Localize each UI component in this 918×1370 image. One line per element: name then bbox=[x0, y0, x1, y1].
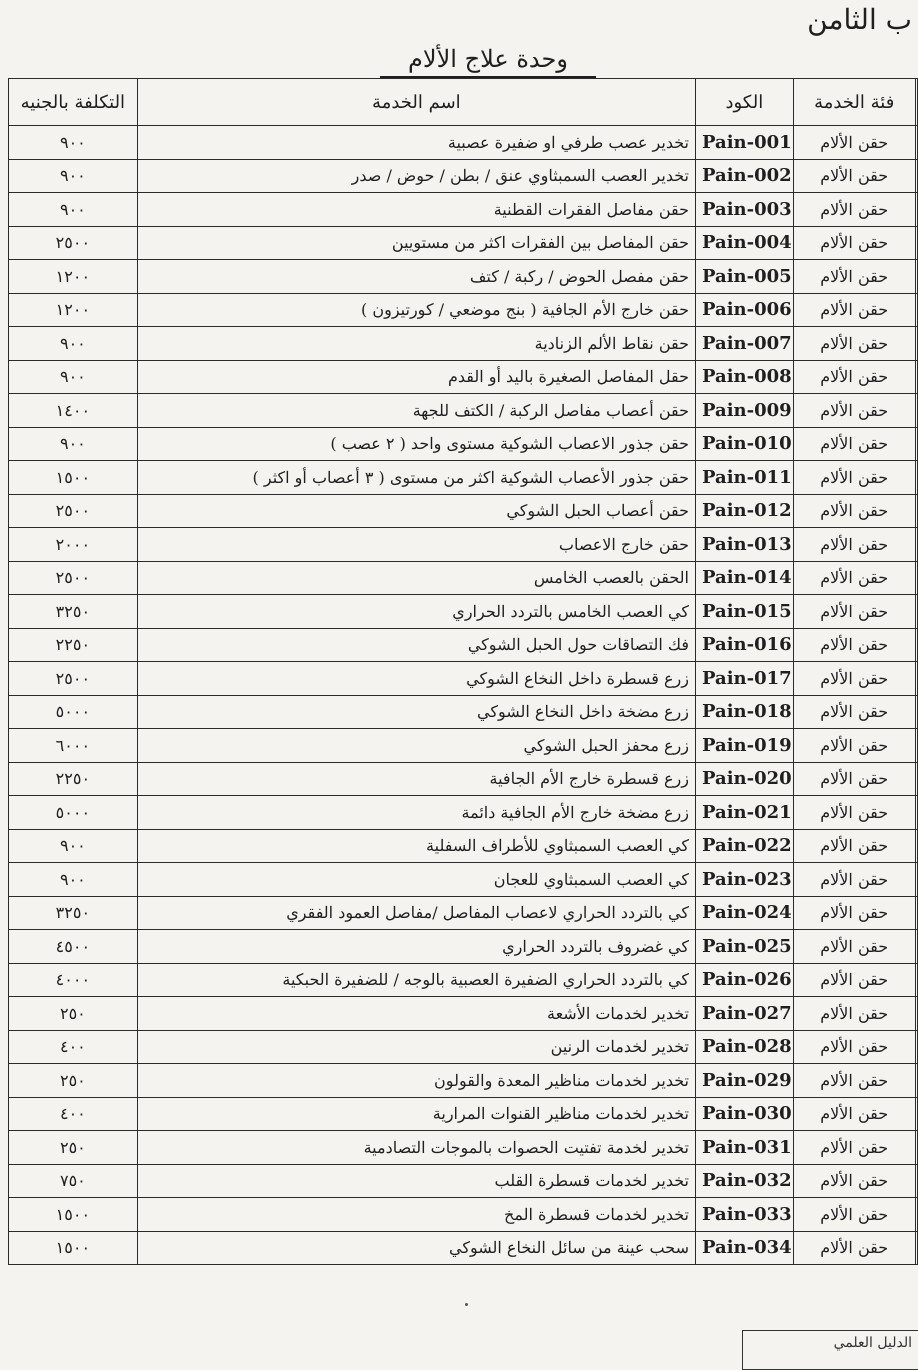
code-cell: Pain-017 bbox=[696, 662, 794, 696]
code-cell: Pain-029 bbox=[696, 1064, 794, 1098]
service-name-cell: زرع مضخة خارج الأم الجافية دائمة bbox=[137, 796, 695, 830]
service-name-cell: حقن جذور الاعصاب الشوكية مستوى واحد ( ٢ عصب ) bbox=[137, 427, 695, 461]
edge-cell bbox=[915, 360, 917, 394]
cost-cell: ٩٠٠ bbox=[9, 863, 138, 897]
edge-cell bbox=[915, 561, 917, 595]
code-cell: Pain-015 bbox=[696, 595, 794, 629]
cost-cell: ٤٠٠ bbox=[9, 1097, 138, 1131]
edge-cell bbox=[915, 293, 917, 327]
service-name-cell: حقن أعصاب الحبل الشوكي bbox=[137, 494, 695, 528]
cost-cell: ٢٥٠٠ bbox=[9, 561, 138, 595]
category-cell: حقن الألام bbox=[793, 1164, 915, 1198]
service-name-cell: كي بالتردد الحراري لاعصاب المفاصل /مفاصل العمود الفقري bbox=[137, 896, 695, 930]
cost-cell: ١٥٠٠ bbox=[9, 1198, 138, 1232]
code-cell: Pain-030 bbox=[696, 1097, 794, 1131]
header-category: فئة الخدمة bbox=[793, 79, 915, 126]
category-cell: حقن الألام bbox=[793, 427, 915, 461]
edge-cell bbox=[915, 595, 917, 629]
code-cell: Pain-003 bbox=[696, 193, 794, 227]
header-code: الكود bbox=[696, 79, 794, 126]
table-row bbox=[9, 126, 918, 160]
service-name-cell: زرع قسطرة خارج الأم الجافية bbox=[137, 762, 695, 796]
cost-cell: ٤٠٠ bbox=[9, 1030, 138, 1064]
table-row bbox=[9, 863, 918, 897]
cost-cell: ٩٠٠ bbox=[9, 427, 138, 461]
service-name-cell: تخدير العصب السمبثاوي عنق / بطن / حوض / صدر bbox=[137, 159, 695, 193]
code-cell: Pain-020 bbox=[696, 762, 794, 796]
edge-cell bbox=[915, 394, 917, 428]
table-row bbox=[9, 528, 918, 562]
cost-cell: ٧٥٠ bbox=[9, 1164, 138, 1198]
service-name-cell: تخدير لخدمات مناظير القنوات المرارية bbox=[137, 1097, 695, 1131]
code-cell: Pain-031 bbox=[696, 1131, 794, 1165]
category-cell: حقن الألام bbox=[793, 896, 915, 930]
code-cell: Pain-024 bbox=[696, 896, 794, 930]
category-cell: حقن الألام bbox=[793, 528, 915, 562]
category-cell: حقن الألام bbox=[793, 963, 915, 997]
table-row bbox=[9, 461, 918, 495]
table-row bbox=[9, 1231, 918, 1265]
code-cell: Pain-019 bbox=[696, 729, 794, 763]
code-cell: Pain-034 bbox=[696, 1231, 794, 1265]
cost-cell: ٤٥٠٠ bbox=[9, 930, 138, 964]
service-name-cell: سحب عينة من سائل النخاع الشوكي bbox=[137, 1231, 695, 1265]
edge-cell bbox=[915, 1231, 917, 1265]
service-name-cell: زرع قسطرة داخل النخاع الشوكي bbox=[137, 662, 695, 696]
edge-cell bbox=[915, 662, 917, 696]
edge-cell bbox=[915, 829, 917, 863]
table-row bbox=[9, 930, 918, 964]
edge-cell bbox=[915, 260, 917, 294]
category-cell: حقن الألام bbox=[793, 1097, 915, 1131]
cost-cell: ٣٢٥٠ bbox=[9, 896, 138, 930]
cost-cell: ٢٥٠ bbox=[9, 1131, 138, 1165]
price-table bbox=[8, 78, 918, 1265]
code-cell: Pain-018 bbox=[696, 695, 794, 729]
cost-cell: ٩٠٠ bbox=[9, 126, 138, 160]
category-cell: حقن الألام bbox=[793, 1231, 915, 1265]
cost-cell: ٤٠٠٠ bbox=[9, 963, 138, 997]
table-row bbox=[9, 427, 918, 461]
category-cell: حقن الألام bbox=[793, 360, 915, 394]
table-row bbox=[9, 561, 918, 595]
edge-cell bbox=[915, 193, 917, 227]
edge-cell bbox=[915, 159, 917, 193]
service-name-cell: تخدير لخدمات مناظير المعدة والقولون bbox=[137, 1064, 695, 1098]
service-name-cell: حقن خارج الاعصاب bbox=[137, 528, 695, 562]
cost-cell: ١٢٠٠ bbox=[9, 293, 138, 327]
category-cell: حقن الألام bbox=[793, 226, 915, 260]
table-row bbox=[9, 226, 918, 260]
category-cell: حقن الألام bbox=[793, 1131, 915, 1165]
service-name-cell: زرع مضخة داخل النخاع الشوكي bbox=[137, 695, 695, 729]
code-cell: Pain-010 bbox=[696, 427, 794, 461]
edge-cell bbox=[915, 1198, 917, 1232]
category-cell: حقن الألام bbox=[793, 1198, 915, 1232]
service-name-cell: حقن المفاصل بين الفقرات اكثر من مستويين bbox=[137, 226, 695, 260]
edge-cell bbox=[915, 930, 917, 964]
category-cell: حقن الألام bbox=[793, 930, 915, 964]
category-cell: حقن الألام bbox=[793, 126, 915, 160]
edge-cell bbox=[915, 997, 917, 1031]
cost-cell: ١٥٠٠ bbox=[9, 461, 138, 495]
table-header-row bbox=[9, 79, 918, 126]
cost-cell: ٩٠٠ bbox=[9, 193, 138, 227]
edge-cell bbox=[915, 863, 917, 897]
table-row bbox=[9, 729, 918, 763]
code-cell: Pain-009 bbox=[696, 394, 794, 428]
cost-cell: ٥٠٠٠ bbox=[9, 695, 138, 729]
cost-cell: ٦٠٠٠ bbox=[9, 729, 138, 763]
category-cell: حقن الألام bbox=[793, 662, 915, 696]
category-cell: حقن الألام bbox=[793, 327, 915, 361]
table-row bbox=[9, 997, 918, 1031]
service-name-cell: فك التصاقات حول الحبل الشوكي bbox=[137, 628, 695, 662]
code-cell: Pain-007 bbox=[696, 327, 794, 361]
table-row bbox=[9, 159, 918, 193]
service-name-cell: تخدير لخدمات الأشعة bbox=[137, 997, 695, 1031]
cost-cell: ٩٠٠ bbox=[9, 829, 138, 863]
table-row bbox=[9, 394, 918, 428]
category-cell: حقن الألام bbox=[793, 829, 915, 863]
table-body bbox=[9, 126, 918, 1265]
category-cell: حقن الألام bbox=[793, 260, 915, 294]
code-cell: Pain-011 bbox=[696, 461, 794, 495]
code-cell: Pain-025 bbox=[696, 930, 794, 964]
edge-cell bbox=[915, 327, 917, 361]
header-edge-cell bbox=[915, 79, 917, 126]
edge-cell bbox=[915, 1064, 917, 1098]
page-heading: ب الثامن bbox=[807, 3, 912, 36]
table-row bbox=[9, 327, 918, 361]
service-name-cell: حقل المفاصل الصغيرة باليد أو القدم bbox=[137, 360, 695, 394]
table-row bbox=[9, 1064, 918, 1098]
table-row bbox=[9, 494, 918, 528]
code-cell: Pain-006 bbox=[696, 293, 794, 327]
code-cell: Pain-001 bbox=[696, 126, 794, 160]
cost-cell: ٩٠٠ bbox=[9, 327, 138, 361]
table-row bbox=[9, 695, 918, 729]
edge-cell bbox=[915, 528, 917, 562]
edge-cell bbox=[915, 963, 917, 997]
code-cell: Pain-027 bbox=[696, 997, 794, 1031]
service-name-cell: تخدير لخدمات قسطرة المخ bbox=[137, 1198, 695, 1232]
code-cell: Pain-016 bbox=[696, 628, 794, 662]
service-name-cell: تخدير لخدمة تفتيت الحصوات بالموجات التصادمية bbox=[137, 1131, 695, 1165]
cost-cell: ١٢٠٠ bbox=[9, 260, 138, 294]
edge-cell bbox=[915, 796, 917, 830]
edge-cell bbox=[915, 1164, 917, 1198]
table-row bbox=[9, 762, 918, 796]
cost-cell: ٢٠٠٠ bbox=[9, 528, 138, 562]
category-cell: حقن الألام bbox=[793, 159, 915, 193]
service-name-cell: كي العصب السمبثاوي للعجان bbox=[137, 863, 695, 897]
service-name-cell: حقن خارج الأم الجافية ( بنج موضعي / كورتيزون ) bbox=[137, 293, 695, 327]
category-cell: حقن الألام bbox=[793, 796, 915, 830]
table-row bbox=[9, 1198, 918, 1232]
code-cell: Pain-014 bbox=[696, 561, 794, 595]
service-name-cell: تخدير عصب طرفي او ضفيرة عصبية bbox=[137, 126, 695, 160]
stray-dot bbox=[465, 1303, 468, 1306]
service-name-cell: كي غضروف بالتردد الحراري bbox=[137, 930, 695, 964]
service-name-cell: تخدير لخدمات الرنين bbox=[137, 1030, 695, 1064]
code-cell: Pain-021 bbox=[696, 796, 794, 830]
category-cell: حقن الألام bbox=[793, 293, 915, 327]
table-row bbox=[9, 1131, 918, 1165]
table-title: وحدة علاج الألام bbox=[380, 42, 596, 78]
category-cell: حقن الألام bbox=[793, 561, 915, 595]
table-row bbox=[9, 963, 918, 997]
cost-cell: ٢٢٥٠ bbox=[9, 628, 138, 662]
category-cell: حقن الألام bbox=[793, 595, 915, 629]
table-row bbox=[9, 662, 918, 696]
table-row bbox=[9, 1164, 918, 1198]
table-row bbox=[9, 360, 918, 394]
table-row bbox=[9, 796, 918, 830]
code-cell: Pain-012 bbox=[696, 494, 794, 528]
service-name-cell: زرع محفز الحبل الشوكي bbox=[137, 729, 695, 763]
category-cell: حقن الألام bbox=[793, 1030, 915, 1064]
cost-cell: ١٤٠٠ bbox=[9, 394, 138, 428]
cost-cell: ٢٥٠٠ bbox=[9, 662, 138, 696]
edge-cell bbox=[915, 461, 917, 495]
cost-cell: ٣٢٥٠ bbox=[9, 595, 138, 629]
code-cell: Pain-028 bbox=[696, 1030, 794, 1064]
category-cell: حقن الألام bbox=[793, 494, 915, 528]
service-name-cell: الحقن بالعصب الخامس bbox=[137, 561, 695, 595]
cost-cell: ٥٠٠٠ bbox=[9, 796, 138, 830]
edge-cell bbox=[915, 762, 917, 796]
service-name-cell: حقن نقاط الألم الزنادية bbox=[137, 327, 695, 361]
code-cell: Pain-026 bbox=[696, 963, 794, 997]
category-cell: حقن الألام bbox=[793, 729, 915, 763]
code-cell: Pain-023 bbox=[696, 863, 794, 897]
table-row bbox=[9, 260, 918, 294]
table-row bbox=[9, 896, 918, 930]
service-name-cell: حقن أعصاب مفاصل الركبة / الكتف للجهة bbox=[137, 394, 695, 428]
cost-cell: ٢٥٠٠ bbox=[9, 494, 138, 528]
category-cell: حقن الألام bbox=[793, 762, 915, 796]
header-service-name: اسم الخدمة bbox=[137, 79, 695, 126]
edge-cell bbox=[915, 729, 917, 763]
code-cell: Pain-032 bbox=[696, 1164, 794, 1198]
code-cell: Pain-013 bbox=[696, 528, 794, 562]
cost-cell: ٩٠٠ bbox=[9, 159, 138, 193]
table-row bbox=[9, 1097, 918, 1131]
cost-cell: ٢٢٥٠ bbox=[9, 762, 138, 796]
code-cell: Pain-008 bbox=[696, 360, 794, 394]
code-cell: Pain-022 bbox=[696, 829, 794, 863]
table-row bbox=[9, 193, 918, 227]
table-row bbox=[9, 628, 918, 662]
code-cell: Pain-033 bbox=[696, 1198, 794, 1232]
category-cell: حقن الألام bbox=[793, 394, 915, 428]
table-row bbox=[9, 595, 918, 629]
category-cell: حقن الألام bbox=[793, 997, 915, 1031]
table-row bbox=[9, 829, 918, 863]
edge-cell bbox=[915, 226, 917, 260]
code-cell: Pain-002 bbox=[696, 159, 794, 193]
category-cell: حقن الألام bbox=[793, 1064, 915, 1098]
edge-cell bbox=[915, 896, 917, 930]
service-name-cell: حقن مفاصل الفقرات القطنية bbox=[137, 193, 695, 227]
category-cell: حقن الألام bbox=[793, 863, 915, 897]
stamp-box: الدليل العلمي bbox=[742, 1330, 918, 1370]
cost-cell: ١٥٠٠ bbox=[9, 1231, 138, 1265]
cost-cell: ٢٥٠ bbox=[9, 997, 138, 1031]
edge-cell bbox=[915, 1097, 917, 1131]
code-cell: Pain-005 bbox=[696, 260, 794, 294]
cost-cell: ٢٥٠٠ bbox=[9, 226, 138, 260]
header-cost: التكلفة بالجنيه bbox=[9, 79, 138, 126]
service-name-cell: تخدير لخدمات قسطرة القلب bbox=[137, 1164, 695, 1198]
service-name-cell: حقن مفصل الحوض / ركبة / كتف bbox=[137, 260, 695, 294]
edge-cell bbox=[915, 1030, 917, 1064]
category-cell: حقن الألام bbox=[793, 695, 915, 729]
code-cell: Pain-004 bbox=[696, 226, 794, 260]
category-cell: حقن الألام bbox=[793, 461, 915, 495]
table-row bbox=[9, 1030, 918, 1064]
category-cell: حقن الألام bbox=[793, 628, 915, 662]
cost-cell: ٢٥٠ bbox=[9, 1064, 138, 1098]
edge-cell bbox=[915, 126, 917, 160]
service-name-cell: كي العصب السمبثاوي للأطراف السفلية bbox=[137, 829, 695, 863]
cost-cell: ٩٠٠ bbox=[9, 360, 138, 394]
edge-cell bbox=[915, 494, 917, 528]
edge-cell bbox=[915, 628, 917, 662]
edge-cell bbox=[915, 1131, 917, 1165]
service-name-cell: كي بالتردد الحراري الضفيرة العصبية بالوجه / للضفيرة الحبكية bbox=[137, 963, 695, 997]
table-row bbox=[9, 293, 918, 327]
category-cell: حقن الألام bbox=[793, 193, 915, 227]
edge-cell bbox=[915, 695, 917, 729]
edge-cell bbox=[915, 427, 917, 461]
service-name-cell: كي العصب الخامس بالتردد الحراري bbox=[137, 595, 695, 629]
service-name-cell: حقن جذور الأعصاب الشوكية اكثر من مستوى ( ٣ أعصاب أو اكثر ) bbox=[137, 461, 695, 495]
